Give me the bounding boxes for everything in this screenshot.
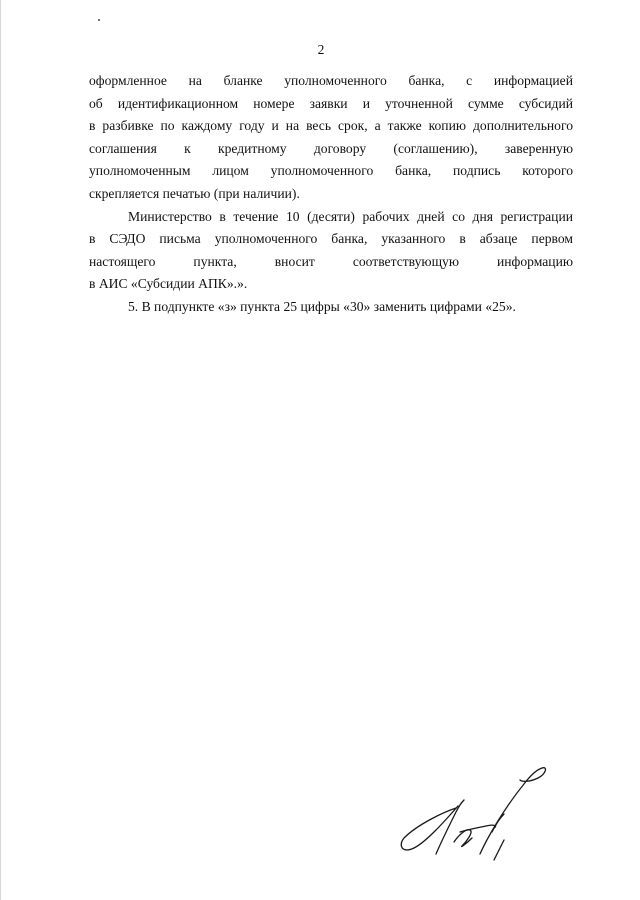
text-line: оформленное на бланке уполномоченного банка, с информацией: [89, 73, 573, 88]
text-line: уполномоченным лицом уполномоченного банка, подпись которого: [89, 163, 573, 179]
text-line: об идентификационном номере заявки и уточненной сумме субсидий: [89, 95, 573, 111]
page-number: 2: [317, 42, 325, 57]
text-line: скрепляется печатью (при наличии).: [89, 185, 300, 201]
text-line: настоящего пункта, вносит соответствующую информацию: [89, 253, 573, 269]
text-line: 5. В подпункте «з» пункта 25 цифры «30» заменить цифрами «25».: [128, 298, 516, 314]
handwritten-signature-icon: [396, 762, 556, 862]
text-line: в СЭДО письма уполномоченного банка, указанного в абзаце первом: [89, 231, 573, 247]
text-line: в АИС «Субсидии АПК».».: [89, 276, 248, 292]
text-line: соглашения к кредитному договору (соглашению), заверенную: [89, 140, 573, 156]
text-line: в разбивке по каждому году и на весь срок, а также копию дополнительного: [89, 118, 573, 134]
text-line: Министерство в течение 10 (десяти) рабочих дней со дня регистрации: [128, 208, 573, 224]
scan-speck: [98, 19, 100, 21]
document-body: [89, 70, 573, 319]
